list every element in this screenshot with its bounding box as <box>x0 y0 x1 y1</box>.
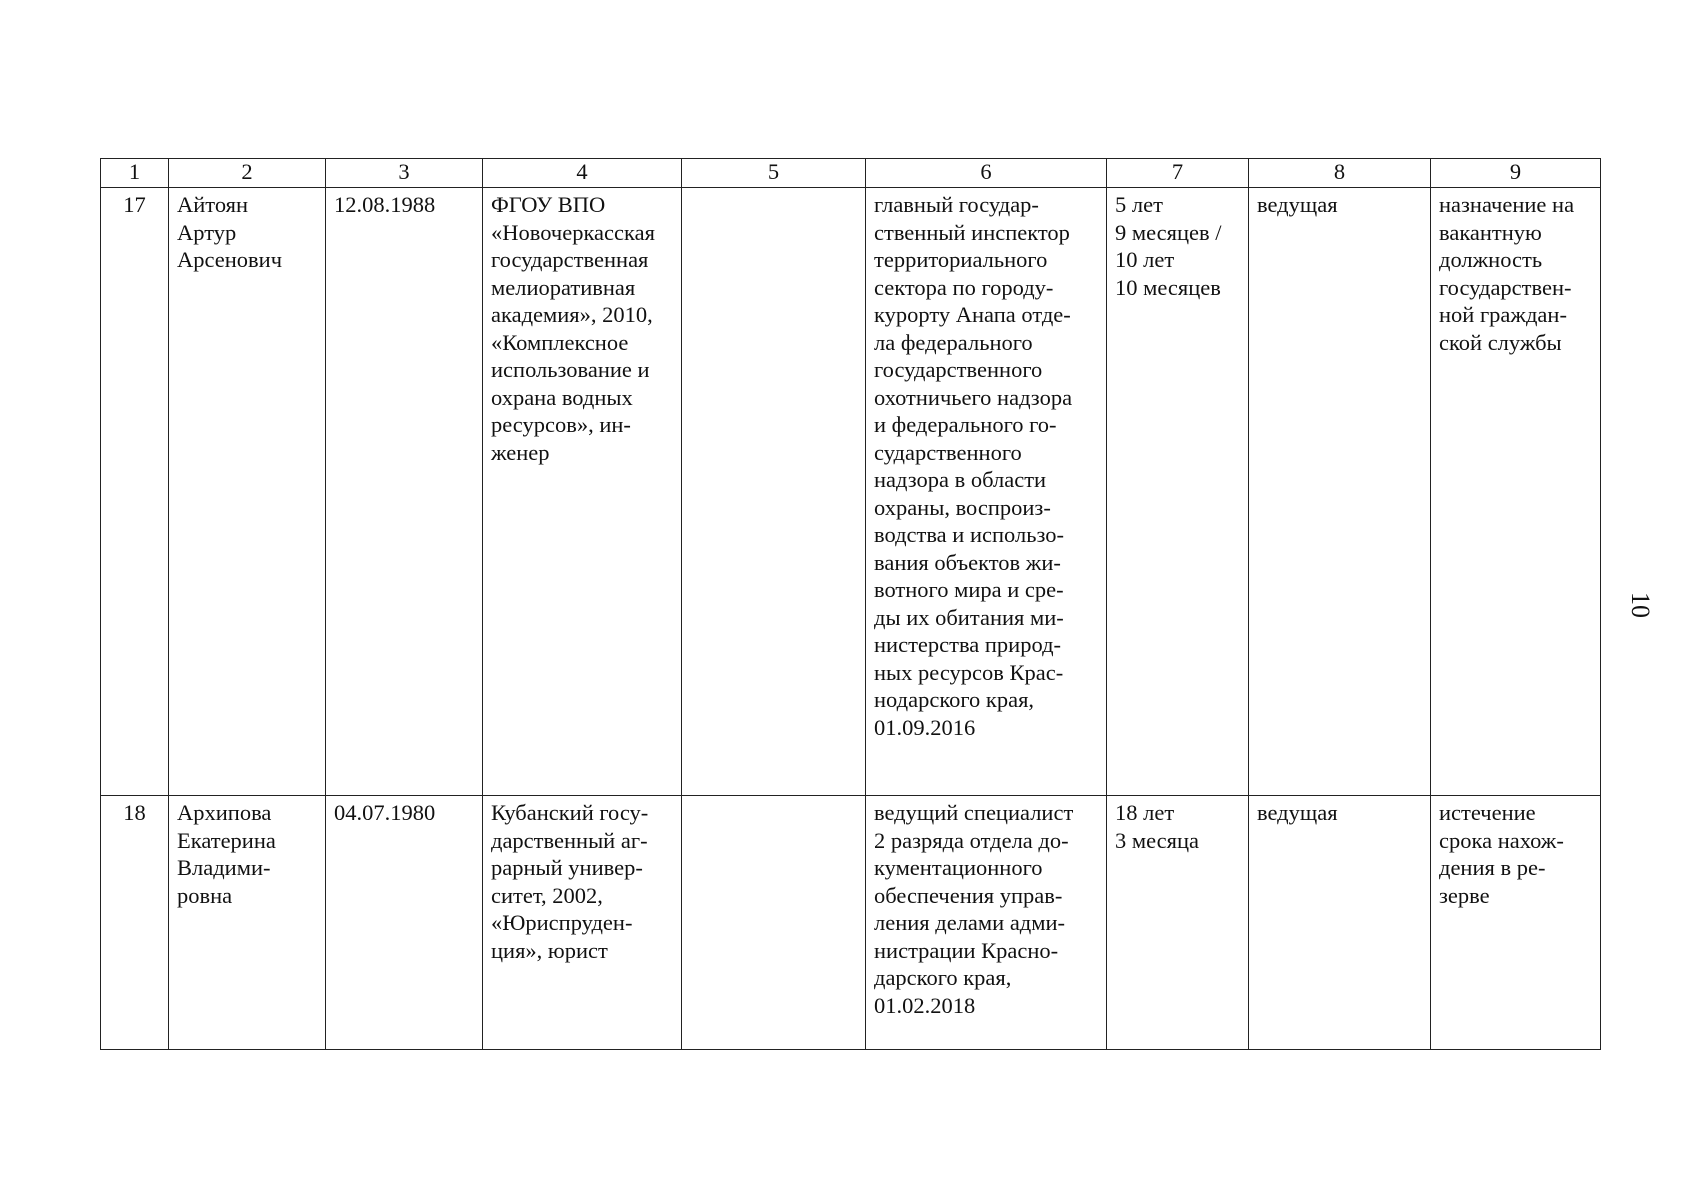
column-header-1: 1 <box>101 159 169 188</box>
reason: истечение срока нахож- дения в ре- зерве <box>1431 796 1601 1050</box>
position-group: ведущая <box>1249 188 1431 796</box>
reserve-table <box>100 158 1601 1050</box>
full-name: Архипова Екатерина Владими- ровна <box>169 796 326 1050</box>
position: главный государ- ственный инспектор территориального сектора по городу- курорту Анапа отде- ла федерального государственного охотничьего надзора и федерального го- сударственного надзора в области охраны, воспроиз- водства и использо- вания объектов жи- вотного мира и сре- ды их обитания ми- нистерства природ- ных ресурсов Крас- нодарского края, 01.09.2016 <box>866 188 1107 796</box>
row-number: 17 <box>101 188 169 796</box>
column-5-cell <box>682 188 866 796</box>
column-5-cell <box>682 796 866 1050</box>
position-group: ведущая <box>1249 796 1431 1050</box>
education: ФГОУ ВПО «Новочеркасская государственная мелиоративная академия», 2010, «Комплексное использование и охрана водных ресурсов», ин- женер <box>483 188 682 796</box>
position: ведущий специалист 2 разряда отдела до- кументационного обеспечения управ- ления делами адми- нистрации Красно- дарского края, 01.02.2018 <box>866 796 1107 1050</box>
column-header-9: 9 <box>1431 159 1601 188</box>
table-row <box>101 188 1601 796</box>
column-header-5: 5 <box>682 159 866 188</box>
column-header-6: 6 <box>866 159 1107 188</box>
column-header-4: 4 <box>483 159 682 188</box>
column-header-7: 7 <box>1107 159 1249 188</box>
page-number: 10 <box>1626 592 1655 618</box>
row-number: 18 <box>101 796 169 1050</box>
experience: 18 лет 3 месяца <box>1107 796 1249 1050</box>
reason: назначение на вакантную должность государствен- ной граждан- ской службы <box>1431 188 1601 796</box>
column-header-3: 3 <box>326 159 483 188</box>
column-header-2: 2 <box>169 159 326 188</box>
experience: 5 лет 9 месяцев / 10 лет 10 месяцев <box>1107 188 1249 796</box>
education: Кубанский госу- дарственный аг- рарный универ- ситет, 2002, «Юриспруден- ция», юрист <box>483 796 682 1050</box>
birth-date: 04.07.1980 <box>326 796 483 1050</box>
full-name: Айтоян Артур Арсенович <box>169 188 326 796</box>
column-header-8: 8 <box>1249 159 1431 188</box>
birth-date: 12.08.1988 <box>326 188 483 796</box>
header-row <box>101 159 1601 188</box>
table-row <box>101 796 1601 1050</box>
